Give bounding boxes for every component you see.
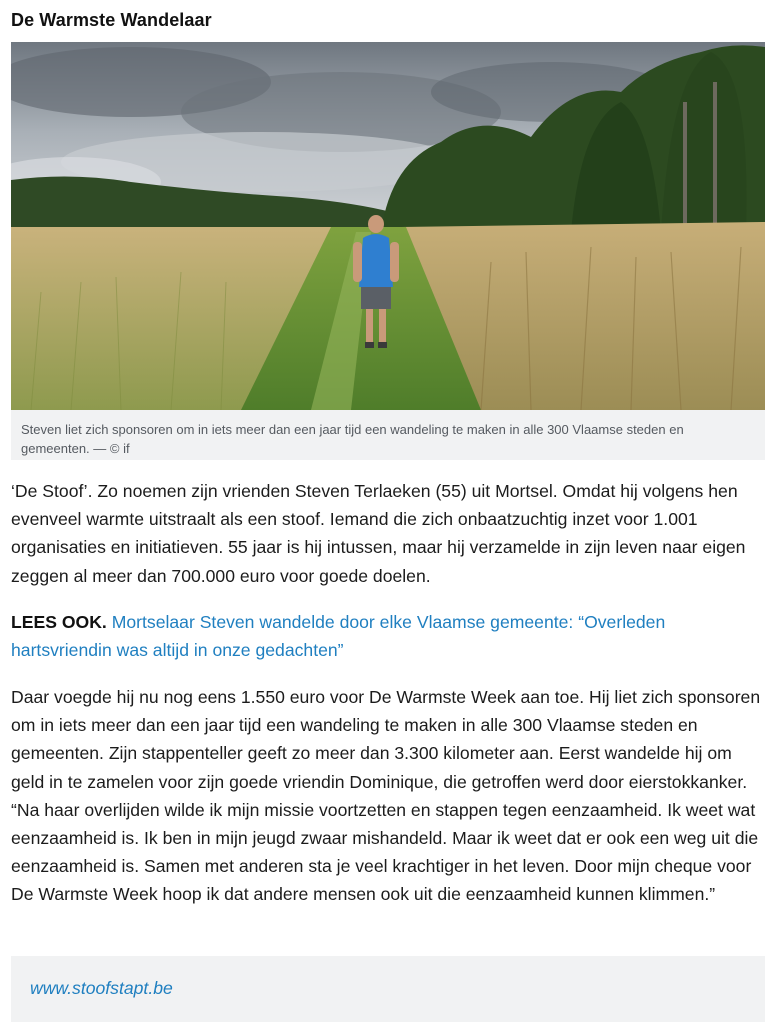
article-title: De Warmste Wandelaar [11, 10, 212, 30]
lees-ook-label: LEES OOK. [11, 612, 107, 632]
lees-ook-block [11, 608, 763, 664]
website-box [11, 956, 765, 1022]
lees-ook-link[interactable]: Mortselaar Steven wandelde door elke Vlaamse gemeente: “Overleden hartsvriendin was altijd in onze gedachten” [11, 612, 666, 660]
intro-paragraph: ‘De Stoof’. Zo noemen zijn vrienden Steven Terlaeken (55) uit Mortsel. Omdat hij volgens hen evenveel warmte uitstraalt als een stoof. Iemand die zich onbaatzuchtig inzet voor 1.001 organisaties en initiatieven. 55 jaar is hij intussen, maar hij verzamelde in zijn leven naar eigen zeggen al meer dan 700.000 euro voor goede doelen. [11, 481, 746, 586]
photo-caption: Steven liet zich sponsoren om in iets meer dan een jaar tijd een wandeling te maken in alle 300 Vlaamse steden en gemeenten. — © if [21, 422, 684, 456]
article-photo [11, 42, 765, 410]
website-link[interactable]: www.stoofstapt.be [30, 978, 173, 998]
body-paragraph: Daar voegde hij nu nog eens 1.550 euro voor De Warmste Week aan toe. Hij liet zich sponsoren om in iets meer dan een jaar tijd een wandeling te maken in alle 300 Vlaamse steden en gemeenten. Zijn stappenteller geeft zo meer dan 3.300 kilometer aan. Eerst wandelde hij om geld in te zamelen voor zijn goede vriendin Dominique, die getroffen werd door eierstokkanker. “Na haar overlijden wilde ik mijn missie voortzetten en stappen tegen eenzaamheid. Ik weet wat eenzaamheid is. Ik ben in mijn jeugd zwaar mishandeld. Maar ik weet dat er ook een weg uit die eenzaamheid is. Samen met anderen sta je veel krachtiger in het leven. Door mijn cheque voor De Warmste Week hoop ik dat andere mensen ook uit die eenzaamheid kunnen klimmen.” [11, 687, 761, 905]
photo-caption-box [11, 410, 765, 460]
